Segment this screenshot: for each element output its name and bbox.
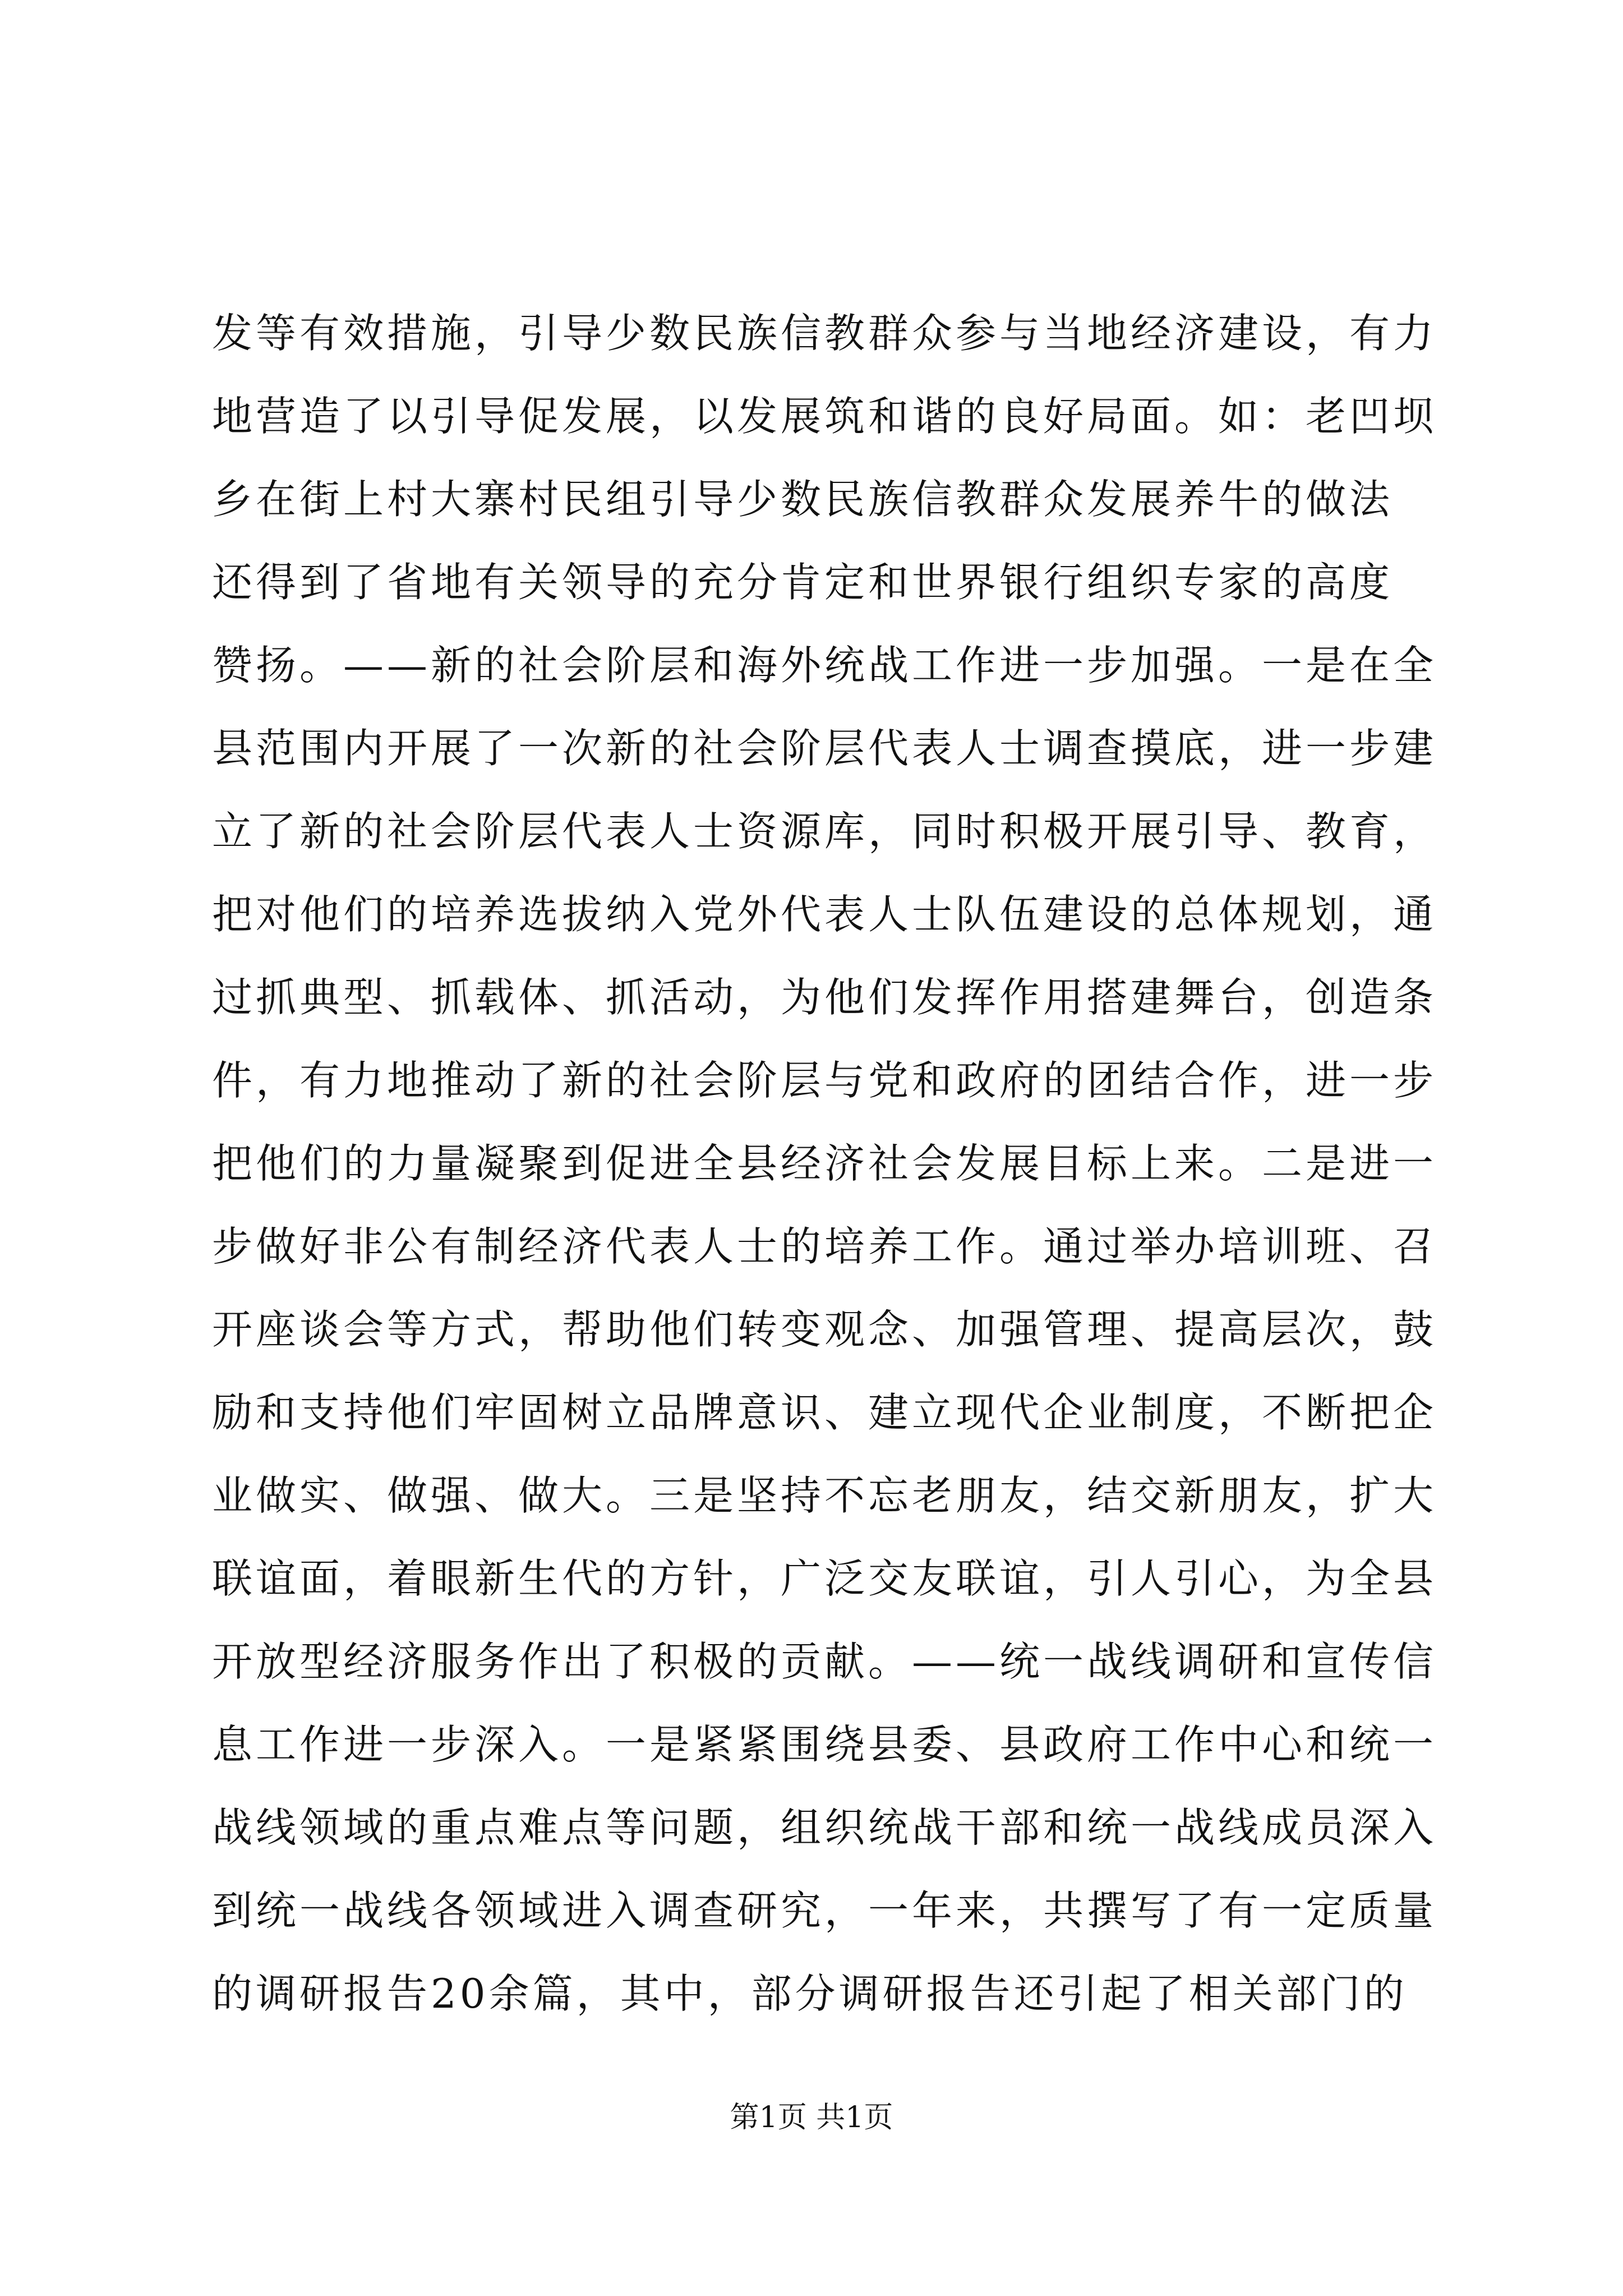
text-line: 开座谈会等方式，帮助他们转变观念、加强管理、提高层次，鼓 <box>212 1306 1437 1353</box>
text-line: 联谊面，着眼新生代的方针，广泛交友联谊，引人引心，为全县 <box>212 1555 1437 1602</box>
text-line: 开放型经济服务作出了积极的贡献。——统一战线调研和宣传信 <box>212 1638 1437 1685</box>
text-line: 战线领域的重点难点等问题，组织统战干部和统一战线成员深入 <box>212 1804 1437 1851</box>
text-line: 的调研报告20余篇，其中，部分调研报告还引起了相关部门的 <box>212 1970 1408 2017</box>
text-line: 到统一战线各领域进入调查研究，一年来，共撰写了有一定质量 <box>212 1887 1437 1934</box>
text-line: 乡在街上村大寨村民组引导少数民族信教群众发展养牛的做法 <box>212 476 1394 523</box>
text-line: 地营造了以引导促发展，以发展筑和谐的良好局面。如：老凹坝 <box>212 393 1437 440</box>
text-line: 息工作进一步深入。一是紧紧围绕县委、县政府工作中心和统一 <box>212 1721 1437 1768</box>
page-footer <box>0 2098 1623 2137</box>
text-line: 过抓典型、抓载体、抓活动，为他们发挥作用搭建舞台，创造条 <box>212 974 1437 1021</box>
text-line: 还得到了省地有关领导的充分肯定和世界银行组织专家的高度 <box>212 559 1394 606</box>
text-line: 把他们的力量凝聚到促进全县经济社会发展目标上来。二是进一 <box>212 1140 1437 1187</box>
text-line: 县范围内开展了一次新的社会阶层代表人士调查摸底，进一步建 <box>212 725 1437 772</box>
text-line: 步做好非公有制经济代表人士的培养工作。通过举办培训班、召 <box>212 1223 1437 1270</box>
text-line: 业做实、做强、做大。三是坚持不忘老朋友，结交新朋友，扩大 <box>212 1472 1437 1519</box>
text-line: 件，有力地推动了新的社会阶层与党和政府的团结合作，进一步 <box>212 1057 1437 1104</box>
text-line: 把对他们的培养选拔纳入党外代表人士队伍建设的总体规划，通 <box>212 891 1437 938</box>
text-line: 赞扬。——新的社会阶层和海外统战工作进一步加强。一是在全 <box>212 642 1437 689</box>
text-line: 励和支持他们牢固树立品牌意识、建立现代企业制度，不断把企 <box>212 1389 1437 1436</box>
body-text <box>212 292 1451 2035</box>
text-line: 立了新的社会阶层代表人士资源库，同时积极开展引导、教育， <box>212 808 1437 855</box>
text-line: 发等有效措施，引导少数民族信教群众参与当地经济建设，有力 <box>212 310 1437 357</box>
page-number-label: 第1页 共1页 <box>730 2101 893 2134</box>
